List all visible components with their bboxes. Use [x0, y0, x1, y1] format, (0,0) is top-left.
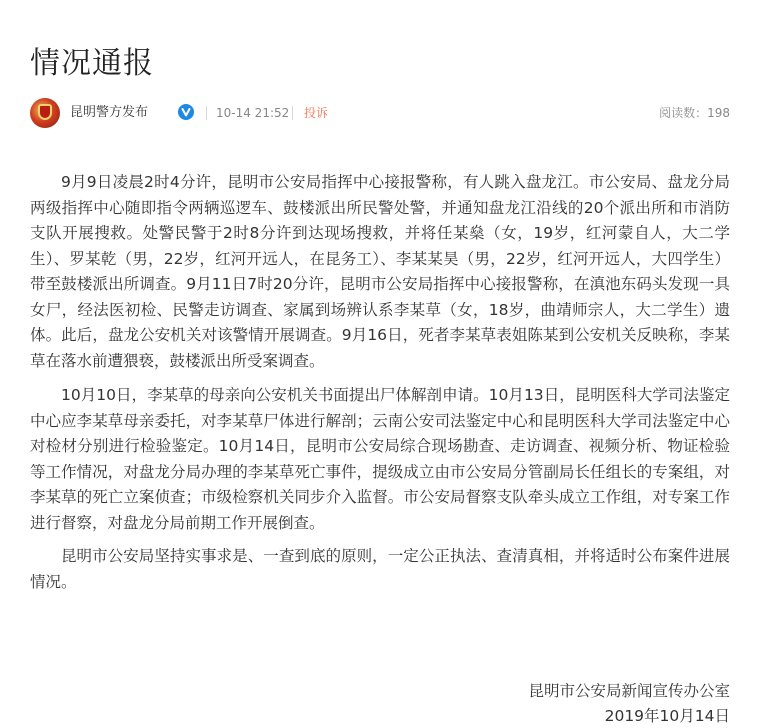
signature-date: 2019年10月14日: [604, 707, 730, 725]
read-count: 阅读数：198: [659, 106, 730, 120]
publish-time: 10-14 21:52: [216, 106, 290, 120]
verified-icon: [178, 104, 194, 120]
body-paragraph: 昆明市公安局坚持实事求是、一查到底的原则，一定公正执法、查清真相，并将适时公布案件进展情况。: [30, 547, 730, 591]
body-paragraph: 10月10日，李某草的母亲向公安机关书面提出尸体解剖申请。10月13日，昆明医科大学司法鉴定中心应李某草母亲委托，对李某草尸体进行解剖；云南公安司法鉴定中心和昆明医科大学司法鉴定中心对检材分别进行检验鉴定。10月14日，昆明市公安局综合现场勘查、走访调查、视频分析、物证检验等工作情况，对盘龙分局办理的李某草死亡事件，提级成立由市公安局分管副局长任组长的专案组，对李某草的死亡立案侦查；市级检察机关同步介入监督。市公安局督察支队牵头成立工作组，对专案工作进行督察，对盘龙分局前期工作开展倒查。: [30, 386, 730, 532]
article-body: [30, 170, 730, 595]
meta-divider: [206, 106, 207, 120]
complain-link[interactable]: 投诉: [304, 106, 329, 120]
author-name[interactable]: 昆明警方发布: [70, 105, 149, 120]
police-badge-icon: [38, 104, 52, 120]
signature-organization: 昆明市公安局新闻宣传办公室: [528, 682, 730, 700]
page-title: 情况通报: [30, 46, 154, 81]
avatar[interactable]: [30, 98, 60, 128]
meta-divider: [292, 106, 293, 120]
article-meta: [30, 98, 730, 130]
body-paragraph: 9月9日凌晨2时4分许，昆明市公安局指挥中心接报警称，有人跳入盘龙江。市公安局、盘龙分局两级指挥中心随即指令两辆巡逻车、鼓楼派出所民警处警，并通知盘龙江沿线的20个派出所和市消防支队开展搜救。处警民警于2时8分许到达现场搜救，并将任某燊（女，19岁，红河蒙自人，大二学生）、罗某乾（男，22岁，红河开远人，在昆务工）、李某某昊（男，22岁，红河开远人，大四学生）带至鼓楼派出所调查。9月11日7时20分许，昆明市公安局指挥中心接报警称，在滇池东码头发现一具女尸，经法医初检、民警走访调查、家属到场辨认系李某草（女，18岁，曲靖师宗人，大二学生）遗体。此后，盘龙公安机关对该警情开展调查。9月16日，死者李某草表姐陈某到公安机关反映称，李某草在落水前遭猥亵，鼓楼派出所受案调查。: [30, 173, 730, 370]
